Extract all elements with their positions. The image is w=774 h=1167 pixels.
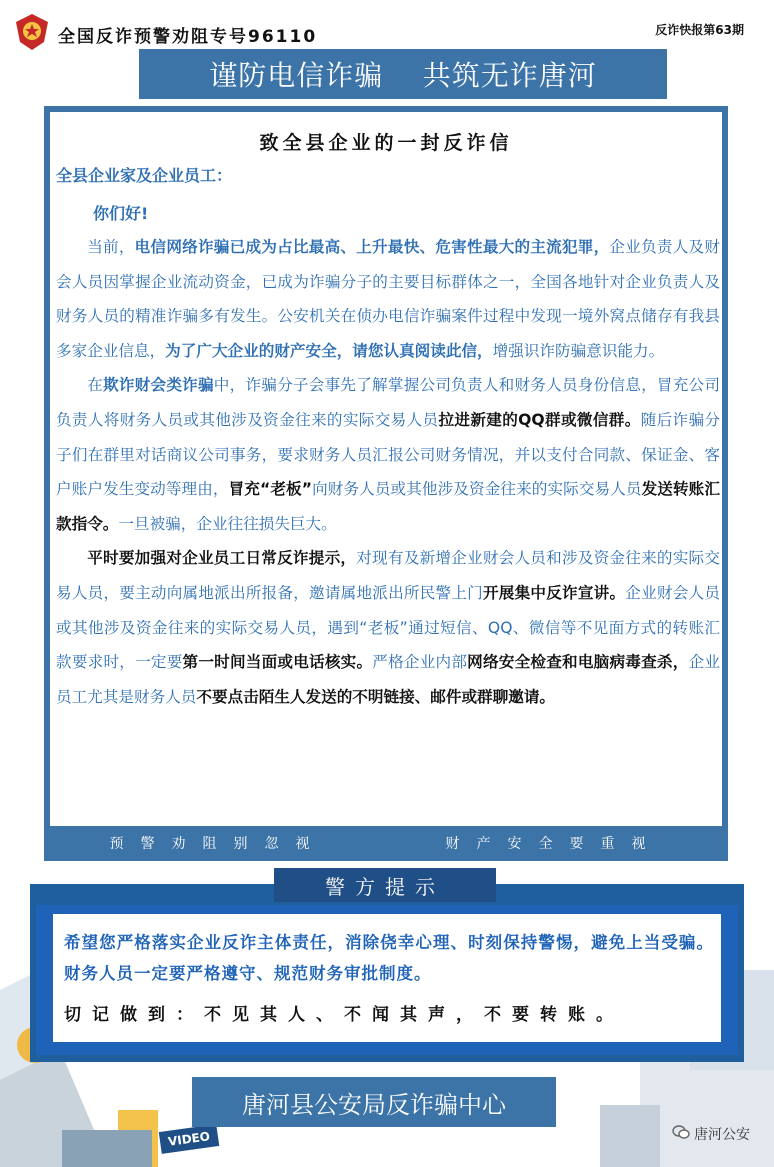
p3-emphasis: 网络安全检查和电脑病毒查杀， (467, 653, 689, 672)
video-label: VIDEO (159, 1124, 219, 1154)
greeting: 你们好! (93, 204, 149, 223)
p1-emphasis: 电信网络诈骗已成为占比最高、上升最快、危害性最大的主流犯罪， (134, 238, 610, 256)
p2-text: 随后诈骗分子们在群里对话商议公司事务，要求财务人员汇报公司财务情况，并以支付合同款、保证金、客户账户发生变动等理由， (56, 410, 720, 499)
tip-reminder: 切记做到：不见其人、不闻其声，不要转账。 (64, 1005, 624, 1025)
p2-emphasis: 欺诈财会类诈骗 (103, 376, 214, 395)
p1-text: 当前， (87, 238, 135, 256)
tips-tab: 警方提示 (274, 868, 496, 902)
p3-text: 企业财会人员或其他涉及资金往来的实际交易人员，遇到“老板”通过短信、QQ、微信等不见面方式的转账汇款要求时，一定要 (56, 583, 720, 672)
p1-text: 企业负责人及财会人员因掌握企业流动资金，已成为诈骗分子的主要目标群体之一，全国各地针对企业负责人及财务人员的精准诈骗多有发生。公安机关在侦办电信诈骗案件过程中发现一境外窝点储存有我县多家企业信息， (56, 238, 720, 360)
wechat-account (672, 1124, 750, 1144)
p2-emphasis: 冒充“老板” (228, 480, 312, 499)
p3-text: 企业员工尤其是财务人员 (56, 653, 720, 706)
hotline-text: 全国反诈预警劝阻专号96110 (58, 27, 318, 47)
slogan-banner (139, 49, 667, 99)
p1-text: 增强识诈防骗意识能力。 (492, 341, 665, 360)
p2-text: 在 (87, 376, 104, 395)
paragraph-1 (56, 230, 720, 368)
p2-emphasis: 发送转账汇款指令。 (56, 480, 720, 533)
police-badge-icon (14, 12, 50, 52)
p3-emphasis: 不要点击陌生人发送的不明链接、邮件或群聊邀请。 (196, 687, 556, 706)
footer-org-banner: 唐河县公安局反诈骗中心 (192, 1077, 556, 1127)
slogan-text: 谨防电信诈骗 共筑无诈唐河 (209, 59, 597, 92)
wechat-account-name: 唐河公安 (694, 1127, 750, 1143)
paragraph-2 (56, 368, 720, 541)
letter-title: 致全县企业的一封反诈信 (259, 132, 513, 154)
p3-text: 严格企业内部 (372, 653, 468, 672)
warning-strip (50, 829, 722, 857)
warning-right: 财产安全要重视 (445, 836, 663, 852)
p3-emphasis: 第一时间当面或电话核实。 (182, 653, 373, 672)
p1-emphasis: 为了广大企业的财产安全，请您认真阅读此信， (165, 341, 493, 360)
p3-emphasis: 开展集中反诈宣讲。 (482, 583, 626, 602)
tip-text: 希望您严格落实企业反诈主体责任，消除侥幸心理、时刻保持警惕，避免上当受骗。财务人员一定要严格遵守、规范财务审批制度。 (64, 933, 714, 983)
warning-left: 预警劝阻别忽视 (109, 836, 327, 852)
letter-body (56, 230, 720, 714)
issue-number: 反诈快报第63期 (655, 23, 744, 37)
p3-emphasis: 平时要加强对企业员工日常反诈提示， (87, 549, 357, 568)
salutation: 全县企业家及企业员工： (56, 166, 233, 185)
paragraph-3 (56, 541, 720, 714)
p2-emphasis: 拉进新建的QQ群或微信群。 (438, 410, 641, 429)
p3-text: 对现有及新增企业财会人员和涉及资金往来的实际交易人员，要主动向属地派出所报备，邀请属地派出所民警上门 (56, 549, 720, 602)
p2-text: 向财务人员或其他涉及资金往来的实际交易人员 (311, 480, 642, 499)
wechat-icon (672, 1124, 690, 1144)
p2-text: 中，诈骗分子会事先了解掌握公司负责人和财务人员身份信息，冒充公司负责人将财务人员或其他涉及资金往来的实际交易人员 (56, 376, 720, 429)
p2-text: 一旦被骗，企业往往损失巨大。 (118, 514, 337, 533)
